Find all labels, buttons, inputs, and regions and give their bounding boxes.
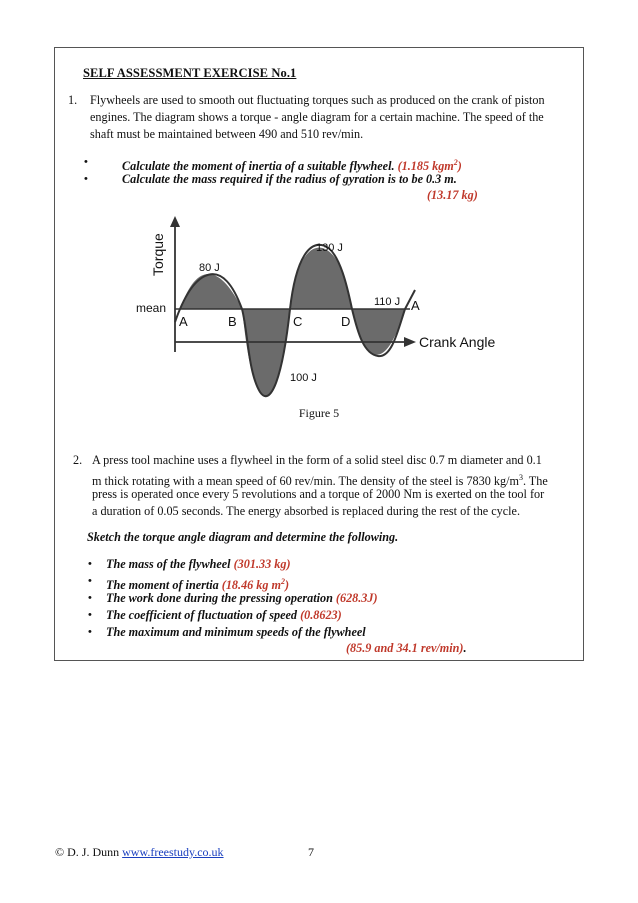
- q1-bullet-1-text: Calculate the moment of inertia of a suitable flywheel.: [122, 159, 398, 174]
- point-label-d: D: [341, 314, 351, 329]
- footer-author: © D. J. Dunn www.freestudy.co.uk: [55, 845, 224, 859]
- q2-answer-last: (85.9 and 34.1 rev/min).: [346, 641, 467, 655]
- q1-bullet-2-text: Calculate the mass required if the radius of gyration is to be 0.3 m.: [122, 172, 457, 186]
- point-label-c: C: [293, 314, 303, 329]
- figure-caption: Figure 5: [298, 406, 340, 420]
- question-2-line-3: press is operated once every 5 revolutions and a torque of 2000 Nm is exerted on the tool for: [92, 487, 545, 501]
- question-1-line-2: engines. The diagram shows a torque - angle diagram for a certain machine. The speed of the: [90, 110, 544, 124]
- footer-link[interactable]: www.freestudy.co.uk: [122, 845, 224, 859]
- question-2-number: 2.: [73, 453, 83, 467]
- area-label-130j: 130 J: [316, 242, 343, 254]
- document-page: SELF ASSESSMENT EXERCISE No.1 1. Flywheels are used to smooth out fluctuating torques such as produced on the crank of piston engines. The diagram shows a torque - angle diagram for a certain machine. The speed of the shaft must be maintained between 490 and 510 rev/min. • Calculate the moment of inertia of a suitable flywheel. (1.185 kgm$^2$) • Calculate the mass required if the radius of gyration is to be 0.3 m. (13.17 kg) Torque Crank Angle mean A B C D A 80 J 100 J 130 J 110 J Figure 5 2. A press tool machine uses a flywheel in the form of a solid steel disc 0.7 m diameter and 0.1 m thick rotating with a mean speed of 60 rev/min. The density of the steel is 7830 $kg/m^3$. The press is operated once every 5 revolutions and a torque of 2000 Nm is exerted on the tool for a duration of 0.05 seconds. The energy absorbed is replaced during the rest of the cycle. Sketch the torque angle diagram and determine the following. • The mass of the flywheel (301.33 kg) • The moment of inertia (18.46 kg $m^2$) • The work done during the pressing operation (628.3J) • The coefficient of fluctuation of speed (0.8623) • The maximum and minimum speeds of the flywheel (85.9 and 34.1 rev/min). © D. J. Dunn www.freestudy.co.uk 7: [0, 0, 638, 903]
- point-label-a2: A: [411, 298, 420, 313]
- page-number: 7: [308, 845, 314, 859]
- x-axis-label: Crank Angle: [419, 334, 496, 350]
- exercise-title: SELF ASSESSMENT EXERCISE No.1: [83, 66, 297, 80]
- point-label-b: B: [228, 314, 237, 329]
- sketch-instruction: Sketch the torque angle diagram and determine the following.: [87, 530, 399, 544]
- x-axis-arrow: [404, 337, 416, 347]
- mean-label: mean: [136, 301, 167, 315]
- question-2-line-4: a duration of 0.05 seconds. The energy absorbed is replaced during the rest of the cycle.: [92, 504, 521, 518]
- q1-bullet-1-answer: (1.185 kgm$^2$): [397, 158, 462, 174]
- y-axis-arrow: [170, 216, 180, 227]
- question-1-line-1: Flywheels are used to smooth out fluctuating torques such as produced on the crank of piston: [90, 93, 545, 107]
- question-1-line-3: shaft must be maintained between 490 and 510 rev/min.: [90, 127, 364, 141]
- question-2-line-2: m thick rotating with a mean speed of 60 rev/min. The density of the steel is 7830 $kg/m^3$. The: [92, 473, 548, 489]
- area-label-100j: 100 J: [290, 372, 317, 384]
- q1-answer-2: (13.17 kg): [427, 188, 478, 202]
- area-label-80j: 80 J: [199, 262, 220, 274]
- area-label-110j: 110 J: [374, 296, 401, 308]
- y-axis-label: Torque: [150, 233, 166, 276]
- lobe-130j: [290, 248, 352, 309]
- question-2-line-1: A press tool machine uses a flywheel in the form of a solid steel disc 0.7 m diameter and 0.1: [92, 453, 542, 467]
- question-1-number: 1.: [68, 93, 78, 107]
- point-label-a1: A: [179, 314, 188, 329]
- torque-angle-diagram: [130, 212, 510, 402]
